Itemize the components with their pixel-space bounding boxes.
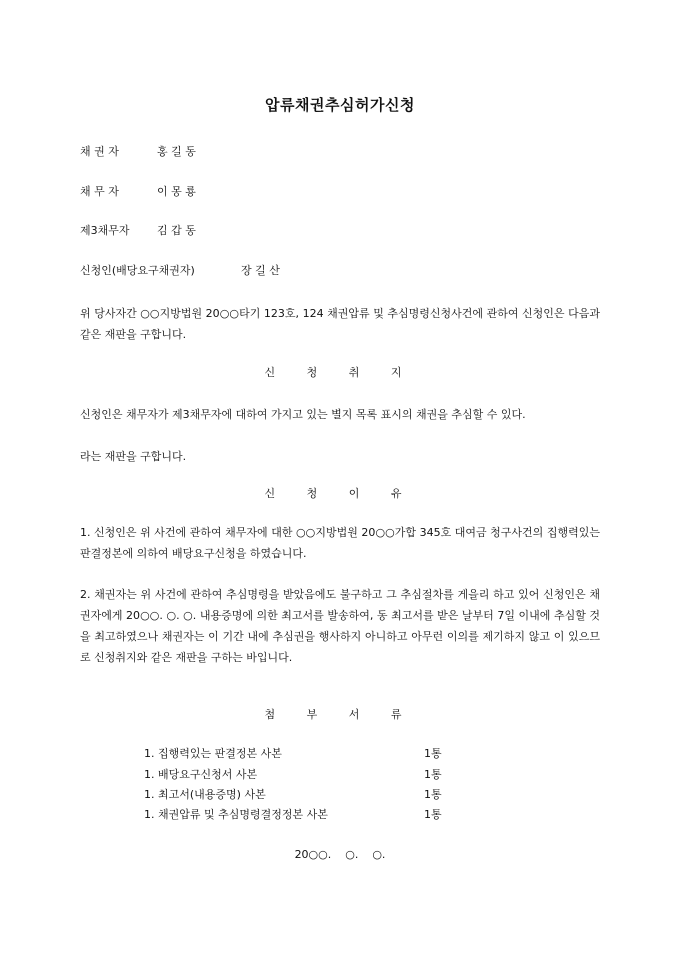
third-debtor-label: 제3채무자 [80,224,130,237]
debtor-name: 이 몽 룡 [157,185,196,198]
reasons-heading: 신 청 이 유 [264,487,416,500]
purpose-heading: 신 청 취 지 [264,366,416,379]
attachment-item: 1. 집행력있는 판결정본 사본 [144,747,282,760]
intro-paragraph: 위 당사자간 ○○지방법원 20○○타기 123호, 124 채권압류 및 추심명령신청사건에 관하여 신청인은 다음과 같은 재판을 구합니다. [80,307,600,341]
creditor-name: 홍 길 동 [157,145,196,158]
reason-item-2: 2. 채권자는 위 사건에 관하여 추심명령을 받았음에도 불구하고 그 추심절차를 게을리 하고 있어 신청인은 채권자에게 20○○. ○. ○. 내용증명에 의한 최고서를 발송하여, 동 최고서를 받은 날부터 7일 이내에 추심할 것을 최고하였으나 채권자는 이 기간 내에 추심권을 행사하지 아니하고 아무런 이의를 제기하지 않고 이 있으므로 신청취지와 같은 재판을 구하는 바입니다. [80,588,600,664]
attachment-item: 1. 배당요구신청서 사본 [144,768,258,781]
document-date: 20○○. ○. ○. [294,848,386,861]
attachment-qty: 1통 [424,768,442,781]
document-title: 압류채권추심허가신청 [265,96,415,114]
debtor-label: 채 무 자 [80,185,119,198]
attachment-item: 1. 최고서(내용증명) 사본 [144,788,266,801]
purpose-body: 신청인은 채무자가 제3채무자에 대하여 가지고 있는 별지 목록 표시의 채권을 추심할 수 있다. [80,408,526,421]
attachment-qty: 1통 [424,788,442,801]
third-debtor-name: 김 갑 동 [157,224,196,237]
purpose-closing: 라는 재판을 구합니다. [80,450,187,463]
attachments-heading: 첨 부 서 류 [264,708,416,721]
applicant-name: 장 길 산 [241,264,280,277]
reason-item-1: 1. 신청인은 위 사건에 관하여 채무자에 대한 ○○지방법원 20○○가합 345호 대여금 청구사건의 집행력있는 판결정본에 의하여 배당요구신청을 하였습니다. [80,526,600,560]
attachment-item: 1. 채권압류 및 추심명령결정정본 사본 [144,808,328,821]
applicant-label: 신청인(배당요구채권자) [80,264,195,277]
attachment-qty: 1통 [424,747,442,760]
attachment-qty: 1통 [424,808,442,821]
creditor-label: 채 권 자 [80,145,119,158]
